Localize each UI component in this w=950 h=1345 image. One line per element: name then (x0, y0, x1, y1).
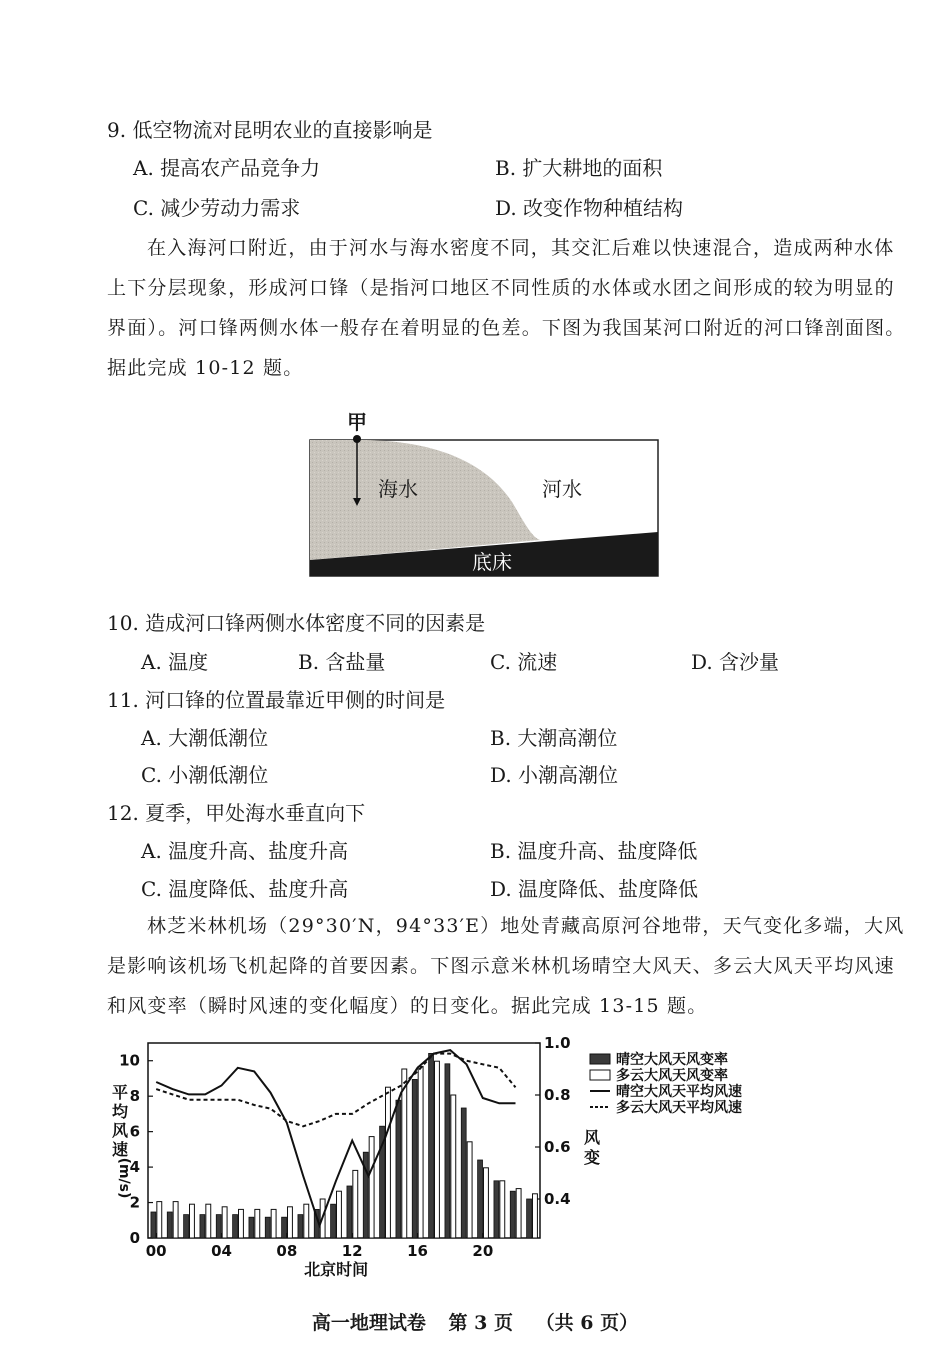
q11-stem: 11. 河口锋的位置最靠近甲侧的时间是 (107, 688, 446, 712)
bar-clear-8 (282, 1217, 287, 1238)
bar-cloudy-17 (435, 1061, 440, 1238)
legend-label-3: 多云大风天平均风速 (616, 1100, 742, 1116)
q10-stem: 10. 造成河口锋两侧水体密度不同的因素是 (107, 611, 486, 635)
bar-cloudy-21 (500, 1181, 505, 1238)
estuary-front-diagram (300, 402, 670, 582)
bar-cloudy-20 (484, 1168, 489, 1238)
y-right-tick-label: 1.0 (544, 1034, 571, 1052)
footer-title: 高一地理试卷 (311, 1312, 426, 1334)
bar-clear-7 (265, 1217, 270, 1238)
q12-stem: 12. 夏季，甲处海水垂直向下 (107, 801, 366, 825)
x-tick-label: 04 (211, 1242, 232, 1260)
y-left-tick-label: 10 (119, 1051, 140, 1070)
bar-clear-11 (331, 1204, 336, 1238)
q11-option-c: C. 小潮低潮位 (141, 763, 269, 787)
bar-clear-3 (200, 1215, 205, 1238)
footer-total: （共 6 页） (535, 1312, 639, 1334)
passage-airport-wind: 林芝米林机场（29°30′N，94°33′E）地处青藏高原河谷地带，天气变化多端，大风是影响该机场飞机起降的首要因素。下图示意米林机场晴空大风天、多云大风天平均风速和风变率（瞬时风速的变化幅度）的日变化。据此完成 13-15 题。 (107, 915, 905, 1017)
y-left-title-char: 速 (111, 1140, 129, 1159)
bar-clear-19 (461, 1108, 466, 1238)
y-right-tick-label: 0.6 (544, 1138, 571, 1156)
bar-clear-17 (429, 1053, 434, 1238)
bar-cloudy-6 (255, 1209, 260, 1238)
river-bed-label: 底床 (472, 550, 512, 574)
bar-cloudy-8 (288, 1207, 293, 1238)
bar-cloudy-13 (369, 1137, 374, 1238)
q10-option-d: D. 含沙量 (691, 650, 780, 674)
bar-cloudy-4 (222, 1207, 227, 1238)
marker-jia: 甲 (347, 410, 367, 434)
bar-clear-5 (233, 1215, 238, 1238)
bar-clear-22 (510, 1191, 515, 1238)
bar-clear-1 (167, 1212, 172, 1238)
x-tick-label: 00 (145, 1242, 167, 1260)
q11-option-b: B. 大潮高潮位 (490, 726, 618, 750)
legend-swatch-1 (590, 1070, 610, 1080)
bar-cloudy-19 (467, 1142, 472, 1238)
bar-cloudy-11 (337, 1191, 342, 1238)
y-left-tick-label: 0 (129, 1229, 140, 1247)
y-left-tick-label: 4 (129, 1158, 140, 1177)
river-water-label: 河水 (542, 477, 582, 501)
q10-option-a: A. 温度 (141, 650, 209, 674)
bar-cloudy-16 (418, 1066, 423, 1238)
bar-cloudy-14 (386, 1087, 391, 1238)
y-right-tick-label: 0.8 (544, 1086, 571, 1104)
legend-label-1: 多云大风天风变率 (616, 1068, 728, 1084)
y-left-title-unit: (m/s) (116, 1157, 132, 1199)
q12-option-b: B. 温度升高、盐度降低 (490, 839, 698, 863)
bar-cloudy-18 (451, 1095, 456, 1238)
bar-cloudy-7 (271, 1209, 276, 1238)
y-right-title-char: 变 (583, 1148, 601, 1167)
q12-option-a: A. 温度升高、盐度升高 (141, 839, 349, 863)
q11-option-a: A. 大潮低潮位 (141, 726, 269, 750)
page-footer (0, 1308, 950, 1335)
bar-cloudy-2 (190, 1204, 195, 1238)
bar-cloudy-3 (206, 1204, 211, 1238)
y-left-tick-label: 6 (129, 1122, 140, 1141)
q10-option-b: B. 含盐量 (298, 650, 386, 674)
bar-cloudy-12 (353, 1170, 358, 1238)
y-left-title-char: 均 (111, 1102, 129, 1121)
bar-cloudy-1 (173, 1202, 178, 1238)
bar-clear-15 (396, 1100, 401, 1238)
x-tick-label: 20 (472, 1242, 494, 1260)
q12-option-d: D. 温度降低、盐度降低 (490, 877, 699, 901)
bar-clear-12 (347, 1186, 352, 1238)
bar-clear-23 (527, 1199, 532, 1238)
x-tick-label: 08 (276, 1242, 298, 1260)
y-right-tick-label: 0.4 (544, 1190, 571, 1208)
bar-cloudy-5 (239, 1209, 244, 1238)
legend-label-2: 晴空大风天平均风速 (616, 1084, 742, 1100)
y-left-tick-label: 8 (129, 1087, 140, 1106)
wind-chart-svg (100, 1030, 790, 1280)
bar-clear-21 (494, 1181, 499, 1238)
passage-estuary-front: 在入海河口附近，由于河水与海水密度不同，其交汇后难以快速混合，造成两种水体上下分层现象，形成河口锋（是指河口地区不同性质的水体或水团之间形成的较为明显的界面）。河口锋两侧水体一般存在着明显的色差。下图为我国某河口附近的河口锋剖面图。据此完成 10-12 题。 (107, 237, 906, 379)
sea-water-label: 海水 (378, 477, 418, 501)
y-left-title-char: 平 (111, 1083, 129, 1102)
wind-chart (100, 1030, 790, 1280)
bar-cloudy-9 (304, 1204, 309, 1238)
footer-page: 第 3 页 (448, 1312, 513, 1334)
q9-stem: 9. 低空物流对昆明农业的直接影响是 (107, 118, 433, 142)
bar-clear-2 (184, 1215, 189, 1238)
y-left-tick-label: 2 (129, 1193, 140, 1212)
q9-option-c: C. 减少劳动力需求 (133, 196, 301, 220)
x-axis-title: 北京时间 (304, 1260, 369, 1279)
q10-option-c: C. 流速 (490, 650, 558, 674)
bar-cloudy-23 (533, 1194, 538, 1238)
bar-clear-20 (478, 1160, 483, 1238)
bar-cloudy-22 (516, 1189, 521, 1238)
bar-clear-4 (216, 1215, 221, 1238)
q9-option-b: B. 扩大耕地的面积 (495, 156, 663, 180)
bar-clear-9 (298, 1215, 303, 1238)
legend-swatch-0 (590, 1054, 610, 1064)
bar-clear-18 (445, 1064, 450, 1238)
bar-cloudy-15 (402, 1069, 407, 1238)
q11-option-d: D. 小潮高潮位 (490, 763, 619, 787)
q9-option-d: D. 改变作物种植结构 (495, 196, 684, 220)
x-tick-label: 16 (407, 1242, 428, 1260)
bar-clear-6 (249, 1217, 254, 1238)
legend-label-0: 晴空大风天风变率 (616, 1052, 728, 1068)
q12-option-c: C. 温度降低、盐度升高 (141, 877, 349, 901)
bar-cloudy-0 (157, 1202, 162, 1238)
q9-option-a: A. 提高农产品竞争力 (133, 156, 321, 180)
y-left-title-char: 风 (111, 1121, 129, 1140)
bar-clear-0 (151, 1212, 156, 1238)
x-tick-label: 12 (341, 1242, 363, 1260)
y-right-title-char: 风 (583, 1128, 601, 1147)
bar-clear-16 (412, 1079, 417, 1238)
